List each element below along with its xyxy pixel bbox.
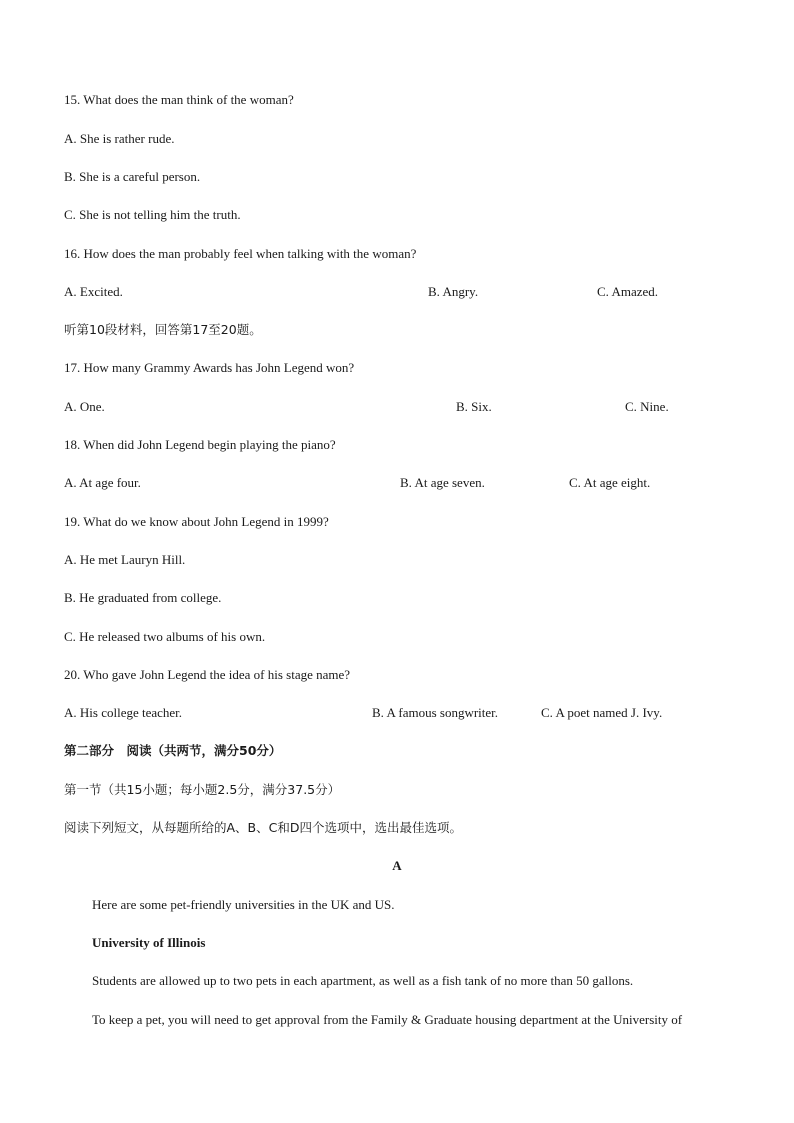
question-18-option-c: C. At age eight. — [569, 475, 651, 490]
question-19-option-c: C. He released two albums of his own. — [64, 629, 266, 644]
question-20-option-a: A. His college teacher. — [64, 705, 183, 720]
question-19-option-b: B. He graduated from college. — [64, 590, 222, 605]
question-15-option-c: C. She is not telling him the truth. — [64, 207, 241, 222]
passage-letter: A — [392, 858, 402, 873]
question-16-option-c: C. Amazed. — [597, 284, 659, 299]
part-2-heading: 第二部分 阅读（共两节，满分50分） — [64, 743, 282, 758]
question-17-option-b: B. Six. — [456, 399, 492, 414]
question-16-option-b: B. Angry. — [428, 284, 479, 299]
question-20-option-b: B. A famous songwriter. — [372, 705, 499, 720]
question-18-option-a: A. At age four. — [64, 475, 141, 490]
passage-paragraph-1: Students are allowed up to two pets in each apartment, as well as a fish tank of no more than 50 gallons. — [92, 973, 634, 988]
question-17-option-c: C. Nine. — [625, 399, 669, 414]
reading-instruction: 阅读下列短文，从每题所给的A、B、C和D四个选项中，选出最佳选项。 — [64, 820, 462, 835]
question-18-option-b: B. At age seven. — [400, 475, 485, 490]
question-15-option-b: B. She is a careful person. — [64, 169, 201, 184]
passage-paragraph-2: To keep a pet, you will need to get approval from the Family & Graduate housing department at the University of — [92, 1012, 683, 1027]
passage-subheading: University of Illinois — [92, 935, 206, 950]
question-17-stem: 17. How many Grammy Awards has John Legend won? — [64, 360, 355, 375]
question-18-stem: 18. When did John Legend begin playing the piano? — [64, 437, 336, 452]
section-1-heading: 第一节（共15小题；每小题2.5分，满分37.5分） — [64, 782, 341, 797]
question-19-option-a: A. He met Lauryn Hill. — [64, 552, 186, 567]
passage-intro: Here are some pet-friendly universities in the UK and US. — [92, 897, 395, 912]
question-20-stem: 20. Who gave John Legend the idea of his stage name? — [64, 667, 351, 682]
question-16-option-a: A. Excited. — [64, 284, 123, 299]
question-15-option-a: A. She is rather rude. — [64, 131, 175, 146]
question-16-stem: 16. How does the man probably feel when talking with the woman? — [64, 246, 417, 261]
question-20-option-c: C. A poet named J. Ivy. — [541, 705, 663, 720]
question-15-stem: 15. What does the man think of the woman? — [64, 92, 294, 107]
question-17-option-a: A. One. — [64, 399, 105, 414]
question-19-stem: 19. What do we know about John Legend in 1999? — [64, 514, 329, 529]
section-10-instruction: 听第10段材料，回答第17至20题。 — [64, 322, 262, 337]
